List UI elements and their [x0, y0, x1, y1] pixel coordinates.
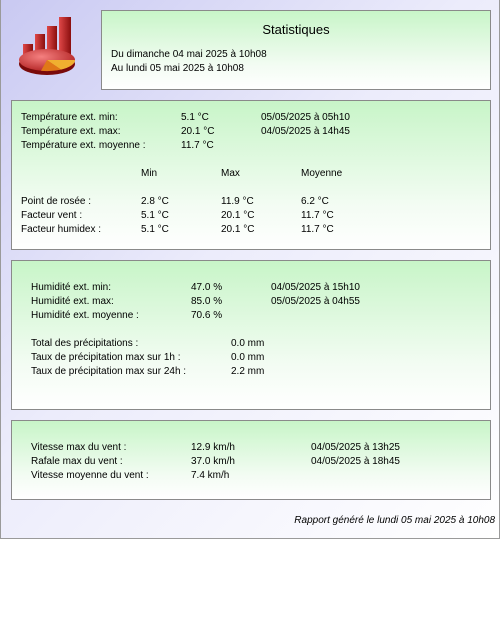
column-header-max: Max — [221, 168, 240, 179]
dew-point-label: Point de rosée : — [21, 196, 92, 207]
precip-total-label: Total des précipitations : — [31, 338, 139, 349]
precip-rate-24h-value: 2.2 mm — [231, 366, 265, 377]
gust-max-date: 04/05/2025 à 18h45 — [311, 456, 400, 467]
precip-rate-24h-label: Taux de précipitation max sur 24h : — [31, 366, 187, 377]
wind-max-date: 04/05/2025 à 13h25 — [311, 442, 400, 453]
humidity-max-date: 05/05/2025 à 04h55 — [271, 296, 360, 307]
column-header-min: Min — [141, 168, 158, 179]
temp-avg-label: Température ext. moyenne : — [21, 140, 146, 151]
humidex-label: Facteur humidex : — [21, 224, 102, 235]
gust-max-value: 37.0 km/h — [191, 456, 235, 467]
humidity-avg-label: Humidité ext. moyenne : — [31, 310, 139, 321]
precip-rate-1h-value: 0.0 mm — [231, 352, 265, 363]
page-title: Statistiques — [262, 22, 330, 37]
dew-point-min: 2.8 °C — [141, 196, 169, 207]
dew-point-max: 11.9 °C — [221, 196, 254, 207]
humidity-avg-value: 70.6 % — [191, 310, 223, 321]
wind-chill-label: Facteur vent : — [21, 210, 83, 221]
temperature-panel — [11, 100, 491, 250]
precip-rate-1h-label: Taux de précipitation max sur 1h : — [31, 352, 181, 363]
wind-avg-value: 7.4 km/h — [191, 470, 230, 481]
humidity-min-label: Humidité ext. min: — [31, 282, 112, 293]
column-header-avg: Moyenne — [301, 168, 343, 179]
humidity-max-value: 85.0 % — [191, 296, 223, 307]
wind-chill-avg: 11.7 °C — [301, 210, 334, 221]
humidex-min: 5.1 °C — [141, 224, 169, 235]
wind-max-value: 12.9 km/h — [191, 442, 235, 453]
period-from: Du dimanche 04 mai 2025 à 10h08 — [111, 49, 267, 60]
precip-total-value: 0.0 mm — [231, 338, 265, 349]
wind-panel — [11, 420, 491, 500]
temp-min-date: 05/05/2025 à 05h10 — [261, 112, 350, 123]
humidity-min-date: 04/05/2025 à 15h10 — [271, 282, 360, 293]
report-footer: Rapport généré le lundi 05 mai 2025 à 10h08 — [294, 515, 495, 526]
period-to: Au lundi 05 mai 2025 à 10h08 — [111, 63, 244, 74]
wind-max-label: Vitesse max du vent : — [31, 442, 127, 453]
bar-pie-chart-icon — [17, 14, 77, 78]
temp-min-label: Température ext. min: — [21, 112, 118, 123]
header-panel — [101, 10, 491, 90]
temp-max-value: 20.1 °C — [181, 126, 215, 137]
humidity-min-value: 47.0 % — [191, 282, 223, 293]
temp-max-date: 04/05/2025 à 14h45 — [261, 126, 350, 137]
temp-min-value: 5.1 °C — [181, 112, 209, 123]
temp-max-label: Température ext. max: — [21, 126, 121, 137]
gust-max-label: Rafale max du vent : — [31, 456, 123, 467]
humidity-panel — [11, 260, 491, 410]
dew-point-avg: 6.2 °C — [301, 196, 329, 207]
wind-chill-min: 5.1 °C — [141, 210, 169, 221]
humidex-max: 20.1 °C — [221, 224, 255, 235]
temp-avg-value: 11.7 °C — [181, 140, 214, 151]
humidex-avg: 11.7 °C — [301, 224, 334, 235]
humidity-max-label: Humidité ext. max: — [31, 296, 114, 307]
wind-avg-label: Vitesse moyenne du vent : — [31, 470, 149, 481]
wind-chill-max: 20.1 °C — [221, 210, 255, 221]
